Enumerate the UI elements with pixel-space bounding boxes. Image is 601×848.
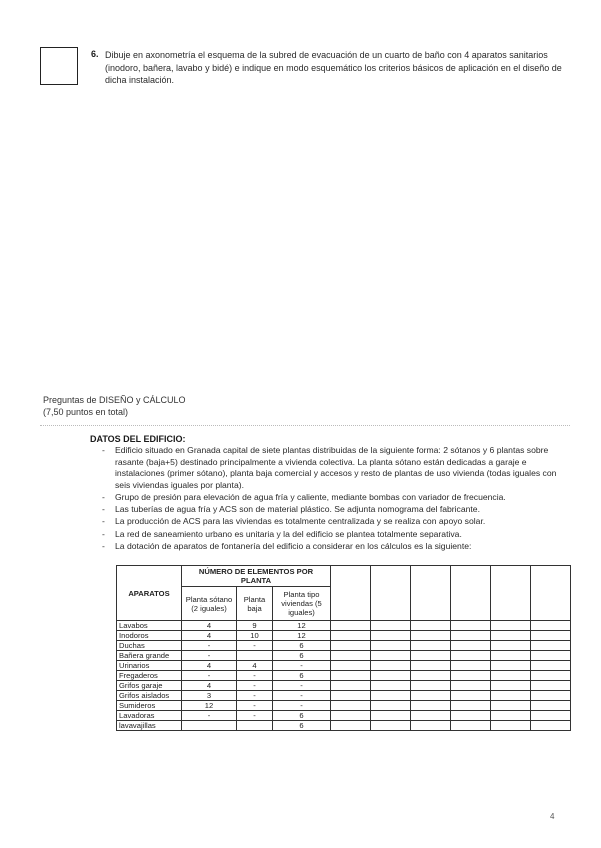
- cell-tipo: -: [273, 661, 331, 671]
- cell-baja: 9: [237, 621, 273, 631]
- question-number: 6.: [91, 49, 99, 59]
- cell-tipo: 12: [273, 621, 331, 631]
- cell-blank: [451, 651, 491, 661]
- datos-item-text: La red de saneamiento urbano es unitaria y la del edificio se plantea totalmente separativa.: [115, 528, 462, 539]
- cell-blank: [411, 691, 451, 701]
- cell-baja: -: [237, 681, 273, 691]
- datos-item: [100, 529, 570, 541]
- cell-tipo: 6: [273, 641, 331, 651]
- cell-blank: [331, 701, 371, 711]
- cell-baja: 10: [237, 631, 273, 641]
- cell-sotano: 3: [182, 691, 237, 701]
- cell-blank: [451, 621, 491, 631]
- cell-baja: [237, 721, 273, 731]
- bullet-dash: -: [102, 504, 105, 515]
- section-divider: [40, 425, 570, 426]
- datos-list: [100, 445, 570, 553]
- cell-blank: [451, 701, 491, 711]
- cell-sotano: 4: [182, 621, 237, 631]
- blank-col-header: [331, 566, 371, 621]
- col-baja-header: Planta baja: [237, 587, 273, 621]
- blank-col-header: [491, 566, 531, 621]
- bullet-dash: -: [102, 491, 105, 502]
- table-row: [117, 721, 571, 731]
- cell-baja: -: [237, 691, 273, 701]
- cell-blank: [411, 671, 451, 681]
- blank-col-header: [451, 566, 491, 621]
- cell-sotano: [182, 721, 237, 731]
- section-points: (7,50 puntos en total): [43, 407, 129, 417]
- cell-blank: [331, 681, 371, 691]
- cell-blank: [531, 701, 571, 711]
- cell-blank: [371, 631, 411, 641]
- table-row: [117, 621, 571, 631]
- cell-baja: -: [237, 641, 273, 651]
- cell-blank: [331, 631, 371, 641]
- cell-blank: [371, 661, 411, 671]
- cell-blank: [411, 631, 451, 641]
- cell-sotano: -: [182, 651, 237, 661]
- page-number: 4: [550, 812, 555, 821]
- cell-blank: [491, 621, 531, 631]
- datos-item-text: Las tuberías de agua fría y ACS son de material plástico. Se adjunta nomograma del fabricante.: [115, 504, 480, 515]
- bullet-dash: -: [102, 516, 105, 527]
- cell-baja: -: [237, 711, 273, 721]
- col-sotano-header: Planta sótano (2 iguales): [182, 587, 237, 621]
- cell-blank: [371, 701, 411, 711]
- cell-blank: [491, 681, 531, 691]
- cell-blank: [411, 651, 451, 661]
- cell-blank: [411, 701, 451, 711]
- cell-blank: [371, 691, 411, 701]
- cell-blank: [491, 721, 531, 731]
- cell-blank: [331, 621, 371, 631]
- table-row: [117, 661, 571, 671]
- cell-blank: [531, 631, 571, 641]
- bullet-dash: -: [102, 540, 105, 551]
- cell-blank: [531, 681, 571, 691]
- section-title-line1: Preguntas de DISEÑO y CÁLCULO: [43, 395, 186, 405]
- cell-blank: [451, 661, 491, 671]
- cell-blank: [531, 671, 571, 681]
- cell-sotano: 4: [182, 631, 237, 641]
- cell-blank: [531, 691, 571, 701]
- cell-blank: [451, 721, 491, 731]
- cell-baja: -: [237, 671, 273, 681]
- table-row: [117, 671, 571, 681]
- blank-col-header: [411, 566, 451, 621]
- cell-aparato: Inodoros: [117, 631, 182, 641]
- cell-tipo: 6: [273, 721, 331, 731]
- datos-item-text: Edificio situado en Granada capital de siete plantas distribuidas de la siguiente forma: 2 sótanos y 6 plantas sobre rasante (baja+5) destinado principalmente a vivienda colectiva. La planta sótano están dedicadas a garaje e instalaciones (primer sótano), planta baja comercial y accesos y resto de plantas de uso vivienda (todas iguales con seis viviendas iguales por planta).: [115, 445, 557, 490]
- table-row: [117, 681, 571, 691]
- question-text: Dibuje en axonometría el esquema de la subred de evacuación de un cuarto de baño con 4 aparatos sanitarios (inodoro, bañera, lavabo y bidé) e indique en modo esquemático los criterios básicos de aplicación en el diseño de dicha instalación.: [105, 50, 562, 85]
- cell-aparato: Urinarios: [117, 661, 182, 671]
- cell-blank: [411, 711, 451, 721]
- cell-blank: [371, 651, 411, 661]
- cell-blank: [331, 641, 371, 651]
- cell-blank: [371, 711, 411, 721]
- cell-blank: [491, 651, 531, 661]
- cell-aparato: Sumideros: [117, 701, 182, 711]
- bullet-dash: -: [102, 528, 105, 539]
- table-row: [117, 631, 571, 641]
- col-tipo-header: Planta tipo viviendas (5 iguales): [273, 587, 331, 621]
- cell-aparato: Lavabos: [117, 621, 182, 631]
- cell-blank: [491, 671, 531, 681]
- cell-blank: [451, 691, 491, 701]
- cell-blank: [371, 681, 411, 691]
- datos-item: [100, 445, 570, 491]
- cell-blank: [531, 621, 571, 631]
- cell-blank: [531, 651, 571, 661]
- cell-baja: [237, 651, 273, 661]
- cell-blank: [451, 711, 491, 721]
- datos-item: [100, 492, 570, 504]
- cell-blank: [371, 721, 411, 731]
- blank-col-header: [531, 566, 571, 621]
- cell-blank: [451, 681, 491, 691]
- cell-blank: [371, 641, 411, 651]
- cell-blank: [331, 711, 371, 721]
- cell-blank: [331, 691, 371, 701]
- table-row: [117, 651, 571, 661]
- cell-aparato: Fregaderos: [117, 671, 182, 681]
- aparatos-table: [116, 565, 571, 731]
- cell-sotano: 4: [182, 681, 237, 691]
- bullet-dash: -: [102, 445, 105, 455]
- datos-item-text: Grupo de presión para elevación de agua fría y caliente, mediante bombas con variador de frecuencia.: [115, 491, 506, 502]
- group-header: NÚMERO DE ELEMENTOS POR PLANTA: [182, 566, 331, 587]
- cell-blank: [411, 621, 451, 631]
- cell-sotano: 12: [182, 701, 237, 711]
- cell-baja: -: [237, 701, 273, 711]
- datos-item-text: La producción de ACS para las viviendas es totalmente centralizada y se realiza con apoyo solar.: [115, 516, 486, 527]
- cell-blank: [411, 661, 451, 671]
- table-body: [117, 621, 571, 731]
- cell-tipo: 6: [273, 711, 331, 721]
- cell-sotano: -: [182, 711, 237, 721]
- datos-item-text: La dotación de aparatos de fontanería del edificio a considerar en los cálculos es la siguiente:: [115, 540, 472, 551]
- datos-item: [100, 504, 570, 516]
- table-row: [117, 701, 571, 711]
- cell-blank: [411, 641, 451, 651]
- cell-blank: [491, 711, 531, 721]
- cell-sotano: -: [182, 641, 237, 651]
- cell-blank: [491, 641, 531, 651]
- cell-blank: [331, 661, 371, 671]
- cell-tipo: -: [273, 681, 331, 691]
- col-aparatos-header: APARATOS: [117, 566, 182, 621]
- answer-checkbox[interactable]: [40, 47, 78, 85]
- cell-blank: [531, 721, 571, 731]
- section-title: [43, 394, 186, 418]
- cell-tipo: 12: [273, 631, 331, 641]
- datos-item: [100, 516, 570, 528]
- datos-item: [100, 541, 570, 553]
- cell-tipo: -: [273, 691, 331, 701]
- cell-blank: [531, 711, 571, 721]
- cell-tipo: -: [273, 701, 331, 711]
- cell-aparato: lavavajillas: [117, 721, 182, 731]
- datos-title: DATOS DEL EDIFICIO:: [90, 434, 186, 444]
- blank-col-header: [371, 566, 411, 621]
- cell-aparato: Grifos garaje: [117, 681, 182, 691]
- cell-blank: [491, 661, 531, 671]
- cell-blank: [451, 671, 491, 681]
- cell-sotano: 4: [182, 661, 237, 671]
- cell-blank: [531, 641, 571, 651]
- cell-aparato: Lavadoras: [117, 711, 182, 721]
- cell-blank: [451, 631, 491, 641]
- cell-baja: 4: [237, 661, 273, 671]
- table-row: [117, 691, 571, 701]
- cell-blank: [331, 671, 371, 681]
- cell-sotano: -: [182, 671, 237, 681]
- cell-blank: [491, 701, 531, 711]
- cell-blank: [491, 631, 531, 641]
- cell-blank: [531, 661, 571, 671]
- cell-blank: [331, 721, 371, 731]
- table-row: [117, 641, 571, 651]
- cell-blank: [411, 721, 451, 731]
- cell-blank: [331, 651, 371, 661]
- cell-blank: [371, 671, 411, 681]
- cell-blank: [451, 641, 491, 651]
- cell-aparato: Grifos aislados: [117, 691, 182, 701]
- cell-aparato: Duchas: [117, 641, 182, 651]
- cell-blank: [371, 621, 411, 631]
- table-row: [117, 711, 571, 721]
- cell-blank: [491, 691, 531, 701]
- cell-tipo: 6: [273, 671, 331, 681]
- cell-tipo: 6: [273, 651, 331, 661]
- cell-blank: [411, 681, 451, 691]
- cell-aparato: Bañera grande: [117, 651, 182, 661]
